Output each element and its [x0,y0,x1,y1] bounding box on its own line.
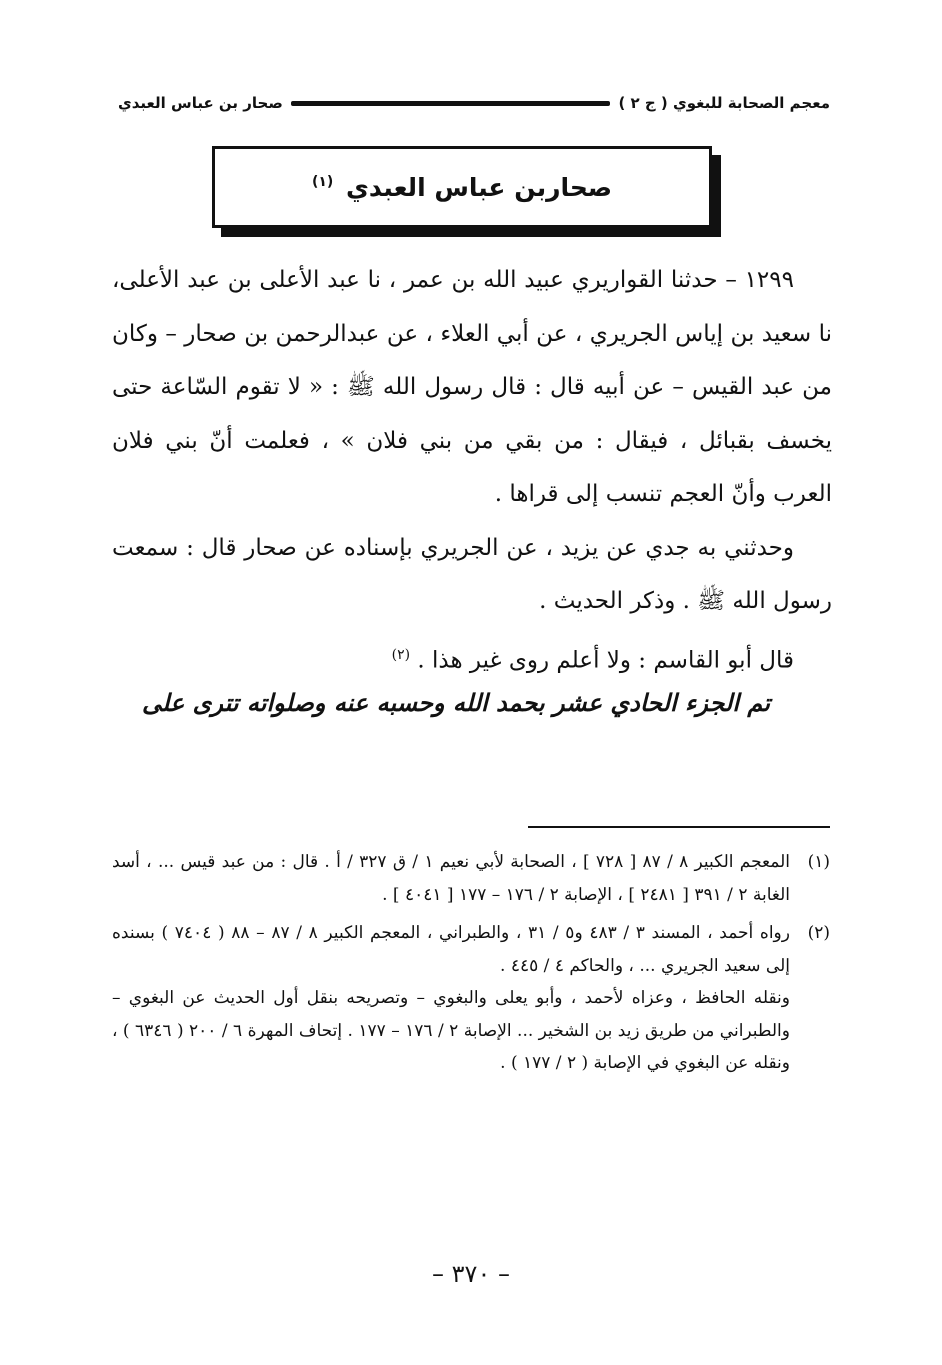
running-header [118,88,830,118]
footnote-body [112,846,790,911]
page-number: – ٣٧٠ – [432,1260,510,1288]
colophon: تم الجزء الحادي عشر بحمد الله وحسبه عنه وصلواته تترى على [142,688,770,717]
entry-title-box [212,146,712,228]
footnote-line: ونقله الحافظ ، وعزاه لأحمد ، وأبو يعلى والبغوي – وتصريحه بنقل أول الحديث عن البغوي – والطبراني من طريق زيد بن الشخير ... الإصابة ٢ / ١٧٦ – ١٧٧ . إتحاف المهرة ٦ / ٢٠٠ ( ٦٣٤٦ ) ، ونقله عن البغوي في الإصابة ( ٢ / ١٧٧ ) . [112,988,790,1073]
hadith-paragraph: ١٢٩٩ – حدثنا القواريري عبيد الله بن عمر ، نا عبد الأعلى بن عبد الأعلى، نا سعيد بن إياس الجريري ، عن أبي العلاء ، عن عبدالرحمن بن صحار – وكان من عبد القيس – عن أبيه قال : قال رسول الله ﷺ : « لا تقوم السّاعة حتى يخسف بقبائل ، فيقال : من بقي من بني فلان » ، فعلمت أنّ بني فلان العرب وأنّ العجم تنسب إلى قراها . [112,267,832,507]
section-title: صحار بن عباس العبدي [118,94,283,112]
entry-title-text: صحاربن عباس العبدي [346,172,613,202]
footnote-body [112,917,790,1080]
comment-text: قال أبو القاسم : ولا أعلم روى غير هذا . [417,647,794,674]
footnote [112,846,830,911]
body-text [112,254,832,688]
comment-footnote-marker: (٢) [391,646,411,663]
comment-paragraph [112,629,832,688]
footnote [112,917,830,1080]
footnote-line: المعجم الكبير ٨ / ٨٧ [ ٧٢٨ ] ، الصحابة لأبي نعيم ١ / ق ٣٢٧ / أ . قال : من عبد قيس ... ، أسد الغابة ٢ / ٣٩١ [ ٢٤٨١ ] ، الإصابة ٢ / ١٧٦ – ١٧٧ [ ٤٠٤١ ] . [112,852,790,905]
entry-title-footnote-marker: (١) [311,174,334,191]
footnote-separator [528,826,830,828]
footnote-number: (٢) [807,923,830,943]
book-title: معجم الصحابة للبغوي ( ج ٢ ) [618,94,830,112]
chain-paragraph: وحدثني به جدي عن يزيد ، عن الجريري بإسناده عن صحار قال : سمعت رسول الله ﷺ . وذكر الحديث . [112,534,832,614]
footnotes [112,846,830,1086]
footnote-number: (١) [807,852,830,872]
header-rule [291,101,611,106]
footnote-line: رواه أحمد ، المسند ٣ / ٤٨٣ و٥ / ٣١ ، والطبراني ، المعجم الكبير ٨ / ٨٧ – ٨٨ ( ٧٤٠٤ ) بسنده إلى سعيد الجريري ... ، والحاكم ٤ / ٤٤٥ . [112,923,790,976]
entry-title [312,173,612,202]
